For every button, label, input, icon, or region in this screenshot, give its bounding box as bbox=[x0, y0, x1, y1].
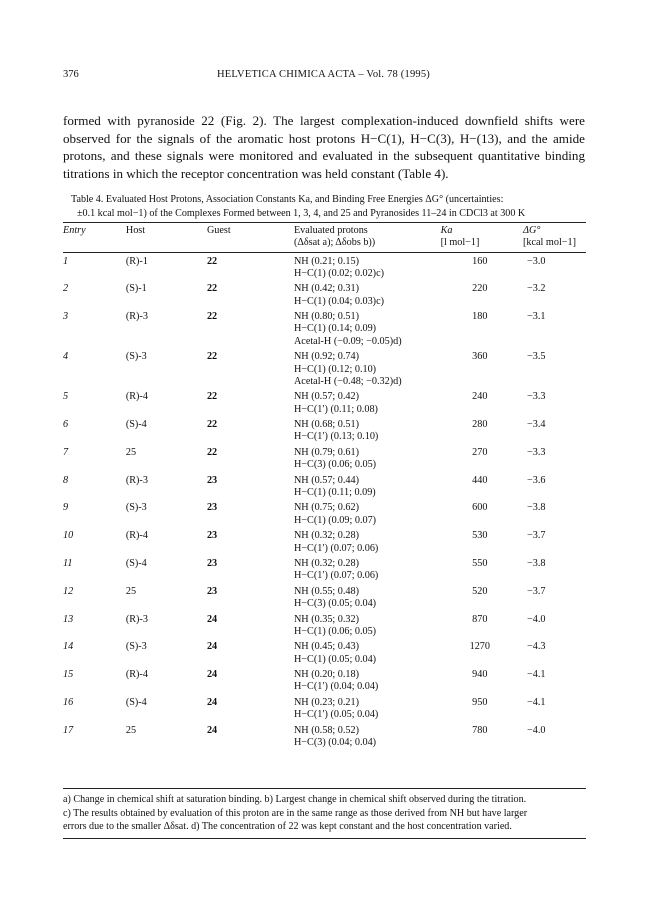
cell-protons bbox=[294, 586, 441, 614]
cell-guest: 24 bbox=[206, 641, 218, 653]
cell-protons bbox=[294, 697, 441, 725]
cell-ka: 530 bbox=[472, 530, 488, 542]
proton-line: H−C(1) (0.12; 0.10) bbox=[293, 363, 377, 375]
cell-host: 25 bbox=[125, 724, 137, 736]
col-header-protons-sub: (Δδsat a); Δδobs b)) bbox=[293, 237, 376, 249]
cell-host: (R)-3 bbox=[125, 613, 148, 625]
cell-protons bbox=[294, 641, 441, 669]
cell-dg: −3.7 bbox=[527, 530, 546, 542]
cell-guest: 23 bbox=[206, 502, 218, 514]
table-caption-line-1: Table 4. Evaluated Host Protons, Association Constants Ka, and Binding Free Energies ΔG° (uncertainties: bbox=[71, 194, 504, 205]
cell-guest: 23 bbox=[206, 585, 218, 597]
cell-guest: 23 bbox=[206, 558, 218, 569]
cell-ka: 360 bbox=[472, 351, 488, 363]
cell-guest: 22 bbox=[206, 283, 218, 295]
table-row bbox=[63, 697, 586, 725]
proton-line: NH (0.32; 0.28) bbox=[293, 558, 360, 569]
proton-line: H−C(1) (0.02; 0.02)c) bbox=[293, 267, 384, 279]
cell-protons bbox=[294, 530, 441, 558]
proton-line: H−C(1) (0.11; 0.09) bbox=[293, 486, 376, 498]
col-header-dg-unit: [kcal mol−1] bbox=[523, 237, 577, 249]
proton-line: NH (0.80; 0.51) bbox=[293, 311, 360, 323]
proton-line: NH (0.21; 0.15) bbox=[293, 255, 360, 267]
cell-ka: 240 bbox=[472, 391, 488, 403]
cell-entry: 1 bbox=[63, 255, 69, 267]
cell-ka: 180 bbox=[472, 311, 488, 323]
cell-entry: 7 bbox=[63, 446, 69, 458]
cell-guest: 22 bbox=[206, 446, 218, 458]
proton-line: H−C(1) (0.04; 0.03)c) bbox=[293, 295, 384, 307]
proton-line: Acetal-H (−0.09; −0.05)d) bbox=[293, 335, 402, 347]
table-row bbox=[63, 351, 586, 391]
table-row bbox=[63, 669, 586, 697]
cell-guest: 24 bbox=[206, 696, 218, 708]
col-header-protons-title: Evaluated protons bbox=[293, 225, 368, 236]
proton-line: NH (0.75; 0.62) bbox=[293, 502, 360, 514]
cell-guest: 24 bbox=[206, 669, 218, 681]
col-header-entry: Entry bbox=[63, 225, 86, 236]
cell-host: (S)-4 bbox=[125, 696, 147, 708]
cell-host: (R)-3 bbox=[125, 474, 148, 486]
cell-protons bbox=[294, 311, 441, 351]
cell-host: (R)-1 bbox=[125, 255, 148, 267]
proton-line: H−C(1) (0.09; 0.07) bbox=[293, 514, 377, 526]
table-row bbox=[63, 502, 586, 530]
cell-host: (R)-3 bbox=[125, 311, 148, 323]
cell-entry: 10 bbox=[63, 530, 74, 542]
proton-line: H−C(1′) (0.04; 0.04) bbox=[293, 681, 379, 693]
cell-guest: 24 bbox=[206, 613, 218, 625]
table-row bbox=[63, 641, 586, 669]
table-row bbox=[63, 530, 586, 558]
table-body bbox=[63, 253, 586, 753]
col-header-protons bbox=[294, 225, 441, 250]
cell-entry: 4 bbox=[63, 351, 69, 363]
proton-line: NH (0.79; 0.61) bbox=[293, 446, 360, 458]
cell-protons bbox=[294, 283, 441, 311]
proton-line: NH (0.68; 0.51) bbox=[293, 419, 360, 431]
cell-dg: −3.3 bbox=[527, 446, 546, 458]
data-table bbox=[63, 225, 586, 752]
proton-line: NH (0.42; 0.31) bbox=[293, 283, 360, 295]
cell-host: (S)-4 bbox=[125, 419, 147, 431]
cell-host: (S)-1 bbox=[125, 283, 147, 295]
cell-ka: 160 bbox=[472, 255, 488, 267]
cell-dg: −3.8 bbox=[527, 502, 546, 514]
col-header-ka-unit: [l mol−1] bbox=[440, 237, 480, 249]
cell-entry: 14 bbox=[63, 641, 74, 653]
proton-line: NH (0.45; 0.43) bbox=[293, 641, 360, 653]
cell-dg: −3.6 bbox=[527, 474, 546, 486]
proton-line: NH (0.32; 0.28) bbox=[293, 530, 360, 542]
cell-protons bbox=[294, 558, 441, 586]
cell-dg: −4.1 bbox=[527, 669, 546, 681]
proton-line: NH (0.35; 0.32) bbox=[293, 613, 360, 625]
cell-protons bbox=[294, 253, 441, 284]
proton-line: H−C(1) (0.06; 0.05) bbox=[293, 625, 377, 637]
table-row bbox=[63, 558, 586, 586]
proton-line: NH (0.20; 0.18) bbox=[293, 669, 360, 681]
cell-ka: 440 bbox=[472, 474, 488, 486]
cell-entry: 15 bbox=[63, 669, 74, 681]
proton-line: H−C(1) (0.14; 0.09) bbox=[293, 323, 377, 335]
cell-entry: 12 bbox=[63, 585, 74, 597]
cell-ka: 950 bbox=[472, 696, 488, 708]
proton-line: H−C(1′) (0.11; 0.08) bbox=[293, 403, 378, 415]
proton-line: H−C(3) (0.06; 0.05) bbox=[293, 459, 377, 471]
footnote-line-3: errors due to the smaller Δδsat. d) The concentration of 22 was kept constant and the host concentration varied. bbox=[63, 821, 512, 833]
cell-ka: 940 bbox=[472, 669, 488, 681]
cell-dg: −4.1 bbox=[527, 696, 546, 708]
cell-ka: 550 bbox=[472, 558, 488, 569]
table-row bbox=[63, 283, 586, 311]
cell-entry: 13 bbox=[63, 613, 74, 625]
cell-guest: 22 bbox=[206, 351, 218, 363]
cell-protons bbox=[294, 391, 441, 419]
table-bottom-rule bbox=[63, 788, 586, 789]
cell-guest: 22 bbox=[206, 391, 218, 403]
proton-line: NH (0.57; 0.44) bbox=[293, 474, 360, 486]
cell-host: (R)-4 bbox=[125, 391, 148, 403]
col-header-dg bbox=[519, 225, 586, 250]
footnote-line-2: c) The results obtained by evaluation of this proton are in the same range as those derived from NH but have larger bbox=[63, 807, 528, 819]
cell-protons bbox=[294, 502, 441, 530]
proton-line: H−C(1′) (0.05; 0.04) bbox=[293, 709, 379, 721]
proton-line: H−C(1) (0.05; 0.04) bbox=[293, 653, 377, 665]
cell-entry: 11 bbox=[63, 558, 73, 569]
cell-host: (R)-4 bbox=[125, 530, 148, 542]
table-row bbox=[63, 253, 586, 284]
col-header-ka bbox=[441, 225, 519, 250]
cell-host: (S)-3 bbox=[125, 351, 147, 363]
cell-protons bbox=[294, 351, 441, 391]
cell-ka: 280 bbox=[472, 419, 488, 431]
table-row bbox=[63, 447, 586, 475]
cell-dg: −3.8 bbox=[527, 558, 546, 569]
cell-guest: 22 bbox=[206, 419, 218, 431]
cell-entry: 3 bbox=[63, 311, 69, 323]
table-row bbox=[63, 391, 586, 419]
cell-protons bbox=[294, 669, 441, 697]
page-number: 376 bbox=[63, 69, 79, 80]
cell-dg: −3.5 bbox=[527, 351, 546, 363]
proton-line: Acetal-H (−0.48; −0.32)d) bbox=[293, 375, 402, 387]
cell-guest: 24 bbox=[206, 724, 218, 736]
cell-ka: 600 bbox=[472, 502, 488, 514]
table-row bbox=[63, 725, 586, 753]
cell-guest: 22 bbox=[206, 311, 218, 323]
cell-ka: 220 bbox=[472, 283, 488, 295]
cell-ka: 520 bbox=[472, 585, 488, 597]
cell-entry: 17 bbox=[63, 724, 74, 736]
proton-line: NH (0.57; 0.42) bbox=[293, 391, 360, 403]
cell-entry: 16 bbox=[63, 696, 74, 708]
table-row bbox=[63, 419, 586, 447]
col-header-host: Host bbox=[125, 225, 146, 236]
table-header-row bbox=[63, 225, 586, 250]
cell-protons bbox=[294, 614, 441, 642]
cell-dg: −4.3 bbox=[527, 641, 546, 653]
cell-ka: 780 bbox=[472, 724, 488, 736]
cell-guest: 22 bbox=[206, 255, 218, 267]
cell-host: 25 bbox=[125, 446, 137, 458]
cell-ka: 1270 bbox=[469, 641, 490, 653]
cell-host: (S)-3 bbox=[125, 502, 147, 514]
proton-line: NH (0.58; 0.52) bbox=[293, 724, 360, 736]
proton-line: H−C(1′) (0.07; 0.06) bbox=[293, 542, 379, 554]
cell-host: (S)-3 bbox=[125, 641, 147, 653]
cell-entry: 6 bbox=[63, 419, 69, 431]
cell-ka: 870 bbox=[472, 613, 488, 625]
cell-protons bbox=[294, 725, 441, 753]
proton-line: H−C(3) (0.04; 0.04) bbox=[293, 736, 377, 748]
cell-dg: −4.0 bbox=[527, 613, 546, 625]
table-top-rule bbox=[63, 222, 586, 223]
col-header-dg-title: ΔG° bbox=[523, 225, 541, 236]
cell-dg: −3.1 bbox=[527, 311, 546, 323]
cell-guest: 23 bbox=[206, 474, 218, 486]
cell-protons bbox=[294, 475, 441, 503]
proton-line: NH (0.55; 0.48) bbox=[293, 585, 360, 597]
proton-line: NH (0.23; 0.21) bbox=[293, 696, 360, 708]
table-caption-line-2: ±0.1 kcal mol−1) of the Complexes Formed between 1, 3, 4, and 25 and Pyranosides 11–24 in CDCl3 at 300 K bbox=[77, 208, 526, 219]
footnote-line-1: a) Change in chemical shift at saturation binding. b) Largest change in chemical shift observed during the titration. bbox=[63, 794, 527, 805]
col-header-guest: Guest bbox=[206, 225, 231, 236]
cell-protons bbox=[294, 419, 441, 447]
journal-running-title: HELVETICA CHIMICA ACTA – Vol. 78 (1995) bbox=[217, 69, 430, 80]
cell-entry: 9 bbox=[63, 502, 69, 514]
table-row bbox=[63, 311, 586, 351]
cell-entry: 2 bbox=[63, 283, 69, 295]
col-header-ka-title: Ka bbox=[440, 225, 453, 236]
cell-ka: 270 bbox=[472, 446, 488, 458]
cell-dg: −3.0 bbox=[527, 255, 546, 267]
proton-line: H−C(1′) (0.07; 0.06) bbox=[293, 570, 379, 582]
cell-dg: −3.7 bbox=[527, 585, 546, 597]
body-paragraph: formed with pyranoside 22 (Fig. 2). The largest complexation-induced downfield shifts were observed for the signals of the aromatic host protons H−C(1), H−C(3), H−(13), and the amide protons, and these signals were monitored and evaluated in the subsequent quantitative binding titrations in which the receptor concentration was held constant (Table 4). bbox=[63, 113, 585, 181]
cell-entry: 5 bbox=[63, 391, 69, 403]
table-caption bbox=[71, 193, 587, 221]
cell-host: (R)-4 bbox=[125, 669, 148, 681]
table-row bbox=[63, 586, 586, 614]
cell-host: 25 bbox=[125, 585, 137, 597]
cell-protons bbox=[294, 447, 441, 475]
cell-dg: −3.4 bbox=[527, 419, 546, 431]
table-row bbox=[63, 614, 586, 642]
cell-dg: −4.0 bbox=[527, 724, 546, 736]
cell-dg: −3.3 bbox=[527, 391, 546, 403]
table-row bbox=[63, 475, 586, 503]
cell-dg: −3.2 bbox=[527, 283, 546, 295]
proton-line: H−C(3) (0.05; 0.04) bbox=[293, 598, 377, 610]
footnote-bottom-rule bbox=[63, 838, 586, 839]
cell-host: (S)-4 bbox=[125, 558, 147, 569]
proton-line: NH (0.92; 0.74) bbox=[293, 351, 360, 363]
proton-line: H−C(1′) (0.13; 0.10) bbox=[293, 431, 379, 443]
page-header bbox=[63, 69, 584, 83]
table-footnotes bbox=[63, 793, 586, 834]
cell-entry: 8 bbox=[63, 474, 69, 486]
cell-guest: 23 bbox=[206, 530, 218, 542]
